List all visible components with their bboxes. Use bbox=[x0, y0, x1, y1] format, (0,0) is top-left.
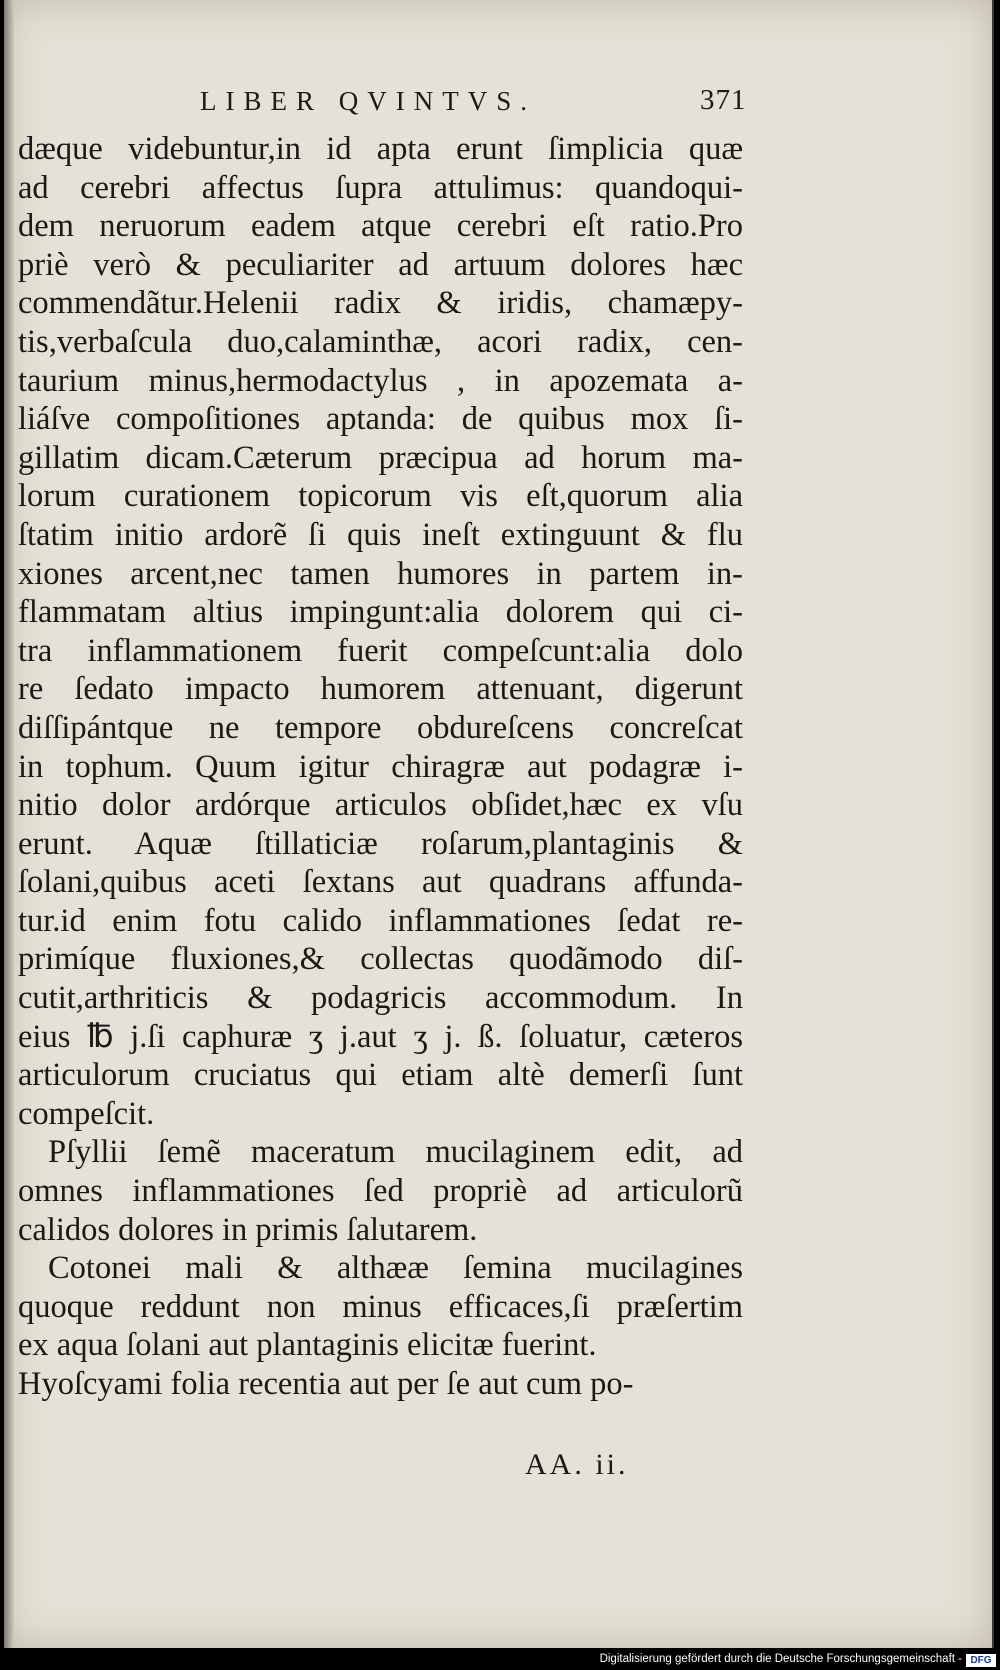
text-line: ad cerebri affectus ſupra attulimus: quandoqui- bbox=[18, 169, 743, 206]
text-line: ſtatim initio ardorẽ ſi quis ineſt extinguunt & flu bbox=[18, 516, 743, 553]
text-line: eius ℔ j.ſi caphuræ ʒ j.aut ʒ j. ß. ſoluatur, cæteros bbox=[18, 1018, 743, 1055]
running-head: LIBER QVINTVS. bbox=[200, 86, 536, 116]
text-line: priè verò & peculiariter ad artuum dolores hæc bbox=[18, 246, 743, 283]
footer-credit: Digitalisierung gefördert durch die Deutsche Forschungsgemeinschaft - bbox=[599, 1653, 962, 1665]
text-line: omnes inflammationes ſed propriè ad articulorũ bbox=[18, 1173, 743, 1210]
text-line: dem neruorum eadem atque cerebri eſt ratio.Pro bbox=[18, 208, 743, 245]
text-line: taurium minus,hermodactylus , in apozemata a- bbox=[18, 362, 743, 399]
text-line: diſſipántque ne tempore obdureſcens concreſcat bbox=[18, 709, 743, 746]
text-line: primíque fluxiones,& collectas quodãmodo diſ- bbox=[18, 941, 743, 978]
body-text bbox=[18, 130, 743, 1404]
text-line: liáſve compoſitiones aptanda: de quibus mox ſi- bbox=[18, 401, 743, 438]
text-line: re ſedato impacto humorem attenuant, digerunt bbox=[18, 671, 743, 708]
text-line: erunt. Aquæ ſtillaticiæ roſarum,plantaginis & bbox=[18, 825, 743, 862]
text-line: Hyoſcyami folia recentia aut per ſe aut cum po- bbox=[18, 1366, 634, 1402]
text-line: xiones arcent,nec tamen humores in partem in- bbox=[18, 555, 743, 592]
text-line: calidos dolores in primis ſalutarem. bbox=[18, 1211, 478, 1248]
text-line: ex aqua ſolani aut plantaginis elicitæ fuerint. bbox=[18, 1327, 597, 1364]
text-line: dæque videbuntur,in id apta erunt ſimplicia quæ bbox=[18, 131, 743, 167]
signature-mark: AA. ii. bbox=[525, 1448, 629, 1481]
binding-gutter bbox=[4, 0, 14, 1648]
text-line: nitio dolor ardórque articulos obſidet,hæc ex vſu bbox=[18, 787, 743, 824]
text-line: cutit,arthriticis & podagricis accommodum. In bbox=[18, 980, 743, 1017]
page-number: 371 bbox=[700, 84, 747, 116]
text-line: flammatam altius impingunt:alia dolorem qui ci- bbox=[18, 594, 743, 631]
text-line: tis,verbaſcula duo,calaminthæ, acori radix, cen- bbox=[18, 323, 743, 360]
text-line: in tophum. Quum igitur chiragræ aut podagræ i- bbox=[18, 748, 743, 785]
text-line: Cotonei mali & althææ ſemina mucilagines bbox=[48, 1250, 743, 1287]
text-line: commendãtur.Helenii radix & iridis, chamæpy- bbox=[18, 285, 743, 322]
text-line: Pſyllii ſemẽ maceratum mucilaginem edit, ad bbox=[48, 1134, 743, 1171]
text-line: quoque reddunt non minus efficaces,ſi præſertim bbox=[18, 1288, 743, 1325]
text-line: tra inflammationem fuerit compeſcunt:alia dolo bbox=[18, 632, 743, 669]
text-line: compeſcit. bbox=[18, 1095, 155, 1132]
text-line: tur.id enim fotu calido inflammationes ſedat re- bbox=[18, 902, 743, 939]
text-line: articulorum cruciatus qui etiam altè demerſi ſunt bbox=[18, 1057, 743, 1094]
text-line: ſolani,quibus aceti ſextans aut quadrans affunda- bbox=[18, 864, 743, 901]
text-line: lorum curationem topicorum vis eſt,quorum alia bbox=[18, 478, 743, 515]
text-line: gillatim dicam.Cæterum præcipua ad horum ma- bbox=[18, 439, 743, 476]
dfg-logo: DFG bbox=[966, 1654, 996, 1667]
